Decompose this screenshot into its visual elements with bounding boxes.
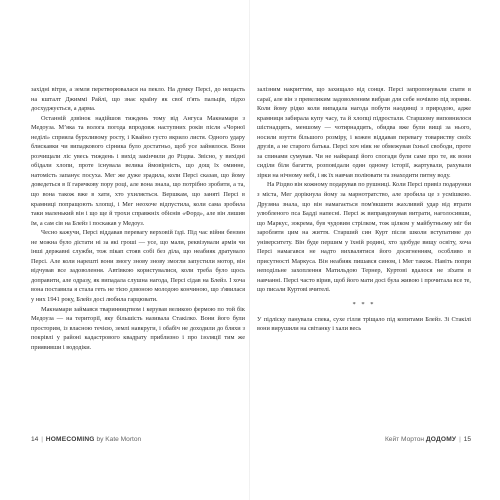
right-page-text	[257, 85, 471, 334]
paragraph: залізним накриттям, що захищало від сонця. Персі запропонували спати в сараї, але він з превеликим задоволенням вибрав для себе ночівлю під зорями. Коли йому рідко коли випадала нагода побути наодинці з природою, адже крамниця забирала купу часу, та й хлопці підростали. Старшому виповнилося шістнадцять, меншому — чотирнадцять, обидва вже були вищі за нього, носили взуття більшого розміру, і кожен віддавав перевагу товариству своїх друзів, а не старого батька. Персі хоч ніяк не обмежував їхньої свободи, проте за спинами сумував. Чи не найкращі його спогади були саме про те, як вони сиділи біля багаття, розповідали один одному історії, жартували, рахували зірки на нічному небі, і як їх навчав поліювати та знаходити питну воду.	[257, 86, 471, 179]
running-author: Кейт Мортон	[384, 436, 425, 443]
running-title: HOMECOMING	[45, 436, 95, 443]
running-title: ДОДОМУ	[425, 436, 457, 443]
page-number: 15	[463, 436, 471, 443]
paragraph: На Різдво він кожному подарував по рушниці. Коли Персі привіз подарунки з міста, Мег дорікнула йому за марнотратство, але зробила це з усмішкою. Друзяна знала, що він намагається пом'якшити жахливий удар від втрати улюбленого пса Бадді напесні. Персі ж виправдовував витрати, наголосивши, що Маркус, зокрема, був чудовим стрілком, тож цілком у майбутньому міг би заробляти цим на життя. Старший син Курт після школи вступатиме до університету. Він буде першим у їхній родині, хто здобуде вищу освіту, хоча Персі намагався не надто вихвалятися його досягненням, особливо в присутності Маркуса. Він неабияк пишався сином, і Мег також. Навіть попри неподільне захоплення Матильдою Тернер, Куртові вдалося не зїхати в навчанні. Персі часто вірив, щоб його мати досі була живою і прочитала все те, що писали Куртові вчителі.	[257, 181, 471, 294]
section-break: * * *	[352, 301, 376, 309]
left-page-footer	[31, 436, 141, 443]
right-page-footer	[385, 436, 471, 443]
paragraph: У підліску панувала спека, сухе гілля тріщало під копитами Блейз. Зі Стакілі вони вирушили на світанку і хали весь	[257, 315, 471, 333]
page-number: 14	[31, 436, 39, 443]
footer-separator: |	[459, 436, 461, 443]
right-page	[250, 0, 500, 500]
paragraph: західні вітри, а земля перетворювалася на пекло. На думку Персі, до нещасть на кшталт Джиммі Райлі, що знає країну як свої п'ять пальців, підхо досхуджується, а дарма.	[31, 86, 245, 113]
paragraph: Останній дзвінок надійшов тиждень тому від Ангуса Макнамари з Медоуза. Мʼяка та волога погода впродовж наступних років після «Чорної неділі» сприяла бурхливому росту, і Квайно густо вкрило листя. Одного удару блискавки чи випадкового сірника було достатньо, щоб усе зайнялося. Вони розчищали ліс увесь тиждень і вихід закінчили до Різдва. Звісно, у вихідні обідали хлопи, проте існувала велика ймовірність, що дощ їх оминне, натомість запанує посуха. Мег же дуже зрадила, коли Персі сказав, що йому доведеться в її гарячкову пору році, але вона знала, що потрібно зробити, а та, що вона також вже в хати, хто ухиляється. Вершкам, що заняті Персі в крамниці попращоють хлопці, і Мег неохоче відпустила, коли сама зробила таки маленький він і що ще й трохи справжніх обієнів «Форд», але він лишив їм, а сам сів на Блейз і поскакав у Медоуз.	[31, 114, 245, 227]
running-byline: by Kate Morton	[96, 436, 142, 443]
paragraph: Макнамари займався тваринництвом і керував великою фермою по той бік Медоуза — на території, яку більшість називала Стакілко. Вони його були просторим, із власною течією, землі навкруги, і обабіч не доходили до бляхи з покрівлі у районі кадастрового квадрату приблизно і про ізоляції тим же приявивши і вододіки.	[31, 305, 245, 351]
left-page-text	[31, 85, 245, 352]
paragraph: Чесно кажучи, Персі віддавав перевагу верховій їзді. Під час війни бензин не можна було дістати ні за які гроші — усе, що мали, реквізували армія чи інші державні служби, тож пікап стояв собі без діла, що неабияк дратувало Персі. Але коли нарешті вони змогу знову знову змогли запустили мотор, він відчував все задоволення. Автівкою користувалися, коли треба було щось доправити, але одразу, як випадала слушна нагода, Персі сідав на Блейз. І хоча вона поставила я стала геть не тією дзвоною молодою кончиною, що з'явилася у них 1941 року, Блейз досі любила гарцювати.	[31, 229, 245, 304]
footer-separator: |	[41, 436, 43, 443]
